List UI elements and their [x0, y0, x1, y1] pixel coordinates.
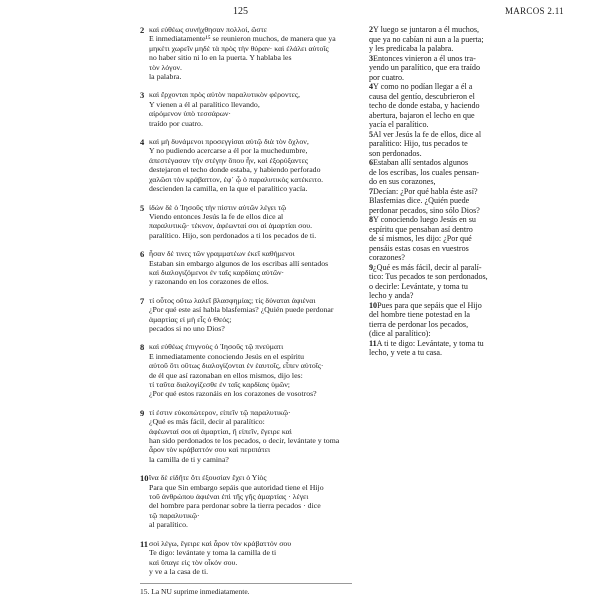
greek-line: καὶ εὐθέως ἐπιγνοὺς ὁ Ἰησοῦς τῷ πνεύματι — [149, 342, 284, 352]
interlinear-verse — [140, 342, 355, 398]
interlinear-verse — [140, 90, 355, 128]
translation-line: de los escribas, los cuales pensan- — [369, 167, 480, 177]
translation-line: por cuatro. — [369, 72, 405, 82]
spanish-gloss-line: Estaban sin embargo algunos de los escribas allí sentados — [149, 258, 329, 268]
spanish-gloss-line: Viendo entonces Jesús la fe de ellos dice al — [149, 211, 284, 221]
spanish-gloss-line: destejaron el techo donde estaba, y habiendo perforado — [149, 165, 321, 175]
spanish-gloss-line: de él que así razonaban en ellos mismos, dijo les: — [149, 370, 303, 380]
greek-line: τοῦ ἀνθρώπου ἀφιέναι ἐπὶ τῆς γῆς ἁμαρτίας · λέγει — [149, 492, 309, 502]
greek-line: ἰδὼν δὲ ὁ Ἰησοῦς τὴν πίστιν αὐτῶν λέγει τῷ — [149, 202, 287, 212]
spanish-gloss-line: ¿Por qué estos razonáis en los corazones de vosotros? — [149, 389, 317, 399]
translation-line: 7Decían: ¿Por qué habla éste así? — [369, 186, 478, 196]
verse-number: 6 — [140, 249, 145, 260]
book-reference: MARCOS 2.11 — [505, 6, 564, 16]
verse-number: 7 — [140, 295, 145, 306]
spanish-gloss-line: paralítico. Hijo, son perdonados a ti los pecados de ti. — [149, 230, 317, 240]
interlinear-verse — [140, 25, 355, 81]
greek-line: μηκέτι χωρεῖν μηδὲ τὰ πρὸς τὴν θύραν· καὶ ἐλάλει αὐτοῖς — [149, 43, 329, 53]
translation-line: 10Pues para que sepáis que el Hijo — [369, 300, 482, 310]
greek-line: ἁμαρτίας εἰ μὴ εἷς ὁ Θεός; — [149, 314, 232, 324]
verse-number: 4 — [140, 137, 145, 148]
translation-line: 4Y como no podían llegar a él a — [369, 82, 473, 91]
translation-line: (dice al paralítico): — [369, 329, 431, 338]
greek-line: ἀπεστέγασαν τὴν στέγην ὅπου ἦν, καὶ ἐξορύξαντες — [149, 155, 308, 165]
translation-line: de sí mismos, les dijo: ¿Por qué — [369, 234, 472, 243]
greek-line: παραλυτικῷ· τέκνον, ἀφέωνταί σοι αἱ ἁμαρτίαι σου. — [149, 221, 313, 231]
greek-line: ἦσαν δέ τινες τῶν γραμματέων ἐκεῖ καθήμενοι — [149, 249, 295, 259]
spanish-gloss-line: han sido perdonados te los pecados, o decir, levántate y toma — [149, 436, 340, 446]
translation-line: 6Estaban allí sentados algunos — [369, 158, 469, 167]
greek-line: τί οὗτος οὕτω λαλεῖ βλασφημίας; τίς δύναται ἀφιέναι — [149, 295, 316, 305]
interlinear-verse — [140, 249, 355, 287]
spanish-gloss-line: y ve a la casa de ti. — [149, 566, 209, 576]
translation-line: techo de donde estaba, y haciendo — [369, 101, 480, 110]
interlinear-verse — [140, 296, 355, 334]
greek-line: καὶ διαλογιζόμενοι ἐν ταῖς καρδίαις αὐτῶν· — [149, 267, 285, 277]
greek-line: ἆρον τὸν κράβαττόν σου καὶ περιπάτει — [149, 445, 271, 455]
greek-line: τί ταῦτα διαλογίζεσθε ἐν ταῖς καρδίαις ὑμῶν; — [149, 380, 290, 389]
translation-line: lecho, y vete a tu casa. — [369, 348, 443, 357]
spanish-gloss-line: traído por cuatro. — [149, 118, 203, 128]
translation-line: o decirle: Levántate, y toma tu — [369, 281, 468, 291]
translation-line: 11A ti te digo: Levántate, y toma tu — [369, 338, 484, 348]
interlinear-verse — [140, 137, 355, 193]
spanish-gloss-line: ¿Qué es más fácil, decir al paralítico: — [149, 417, 265, 427]
verse-number: 9 — [140, 407, 145, 418]
verse-number: 8 — [140, 342, 145, 353]
greek-line: καὶ εὐθέως συνήχθησαν πολλοί, ὥστε — [149, 25, 268, 34]
interlinear-column — [140, 25, 355, 585]
footnote: 15. La NU suprime inmediatamente. — [140, 587, 250, 596]
translation-line: 9¿Qué es más fácil, decir al paralí- — [369, 262, 482, 272]
translation-line: do en sus corazones, — [369, 177, 436, 186]
translation-line: 2Y luego se juntaron a él muchos, — [369, 25, 480, 34]
spanish-gloss-line: y razonando en los corazones de ellos. — [149, 277, 269, 287]
footnote-divider — [140, 583, 352, 584]
translation-line: abertura, bajaron el lecho en que — [369, 110, 475, 120]
spanish-gloss-line: la palabra. — [149, 72, 182, 82]
spanish-gloss-line: Y vienen a él al paralítico llevando, — [149, 99, 260, 109]
translation-line: y les predicaba la palabra. — [369, 44, 454, 53]
interlinear-verse — [140, 539, 355, 577]
greek-line: αἰρόμενον ὑπὸ τεσσάρων· — [149, 109, 232, 119]
translation-line: yendo un paralítico, que era traído — [369, 63, 481, 72]
translation-line: yacía el paralítico. — [369, 120, 429, 129]
translation-line: tico: Tus pecados te son perdonados, — [369, 272, 488, 281]
translation-line: lecho y anda? — [369, 291, 414, 300]
spanish-gloss-line: E inmediatamente conociendo Jesús en el espíritu — [149, 351, 305, 361]
spanish-gloss-line: Y no pudiendo acercarse a él por la muchedumbre, — [149, 146, 308, 156]
translation-line: espíritu que pensaban así dentro — [369, 224, 473, 234]
translation-line: corazones? — [369, 253, 405, 262]
translation-line: son perdonados. — [369, 148, 422, 158]
translation-line: tierra de perdonar los pecados, — [369, 319, 469, 329]
spanish-gloss-line: pecados si no uno Dios? — [149, 323, 225, 333]
verse-number: 5 — [140, 202, 145, 213]
page-number: 125 — [233, 6, 248, 17]
verse-number: 2 — [140, 25, 145, 35]
greek-line: σοὶ λέγω, ἔγειρε καὶ ἆρον τὸν κράβαττόν σου — [149, 538, 292, 548]
spanish-gloss-line: del hombre para perdonar sobre la tierra pecados · dice — [149, 501, 321, 511]
translation-line: causa del gentío, descubrieron el — [369, 91, 475, 101]
spanish-gloss-line: ¿Por qué este así habla blasfemias? ¿Quién puede perdonar — [149, 305, 334, 315]
greek-line: χαλῶσι τὸν κράβαττον, ἐφ᾽ ᾧ ὁ παραλυτικὸς κατέκειτο. — [149, 174, 324, 184]
translation-line: 8Y conociendo luego Jesús en su — [369, 215, 476, 224]
greek-line: τὸν λόγον. — [149, 62, 183, 72]
spanish-gloss-line: descienden la camilla, en la que el paralítico yacía. — [149, 184, 308, 194]
spanish-gloss-line: Para que Sin embargo sepáis que autoridad tiene el Hijo — [149, 482, 324, 492]
greek-line: καὶ ὕπαγε εἰς τὸν οἶκόν σου. — [149, 557, 238, 567]
greek-line: ἵνα δὲ εἰδῆτε ὅτι ἐξουσίαν ἔχει ὁ Υἱὸς — [149, 473, 267, 483]
translation-line: pensáis estas cosas en vuestros — [369, 243, 469, 253]
interlinear-verse — [140, 408, 355, 464]
translation-line: 5Al ver Jesús la fe de ellos, dice al — [369, 129, 482, 139]
verse-number: 10 — [140, 473, 149, 484]
spanish-gloss-line: al paralítico. — [149, 520, 188, 530]
spanish-gloss-line: la camilla de ti y camina? — [149, 454, 229, 464]
verse-number: 11 — [140, 538, 149, 549]
spanish-gloss-line: Te digo: levántate y toma la camilla de ti — [149, 548, 277, 558]
translation-line: del hombre tiene potestad en la — [369, 310, 470, 319]
translation-line: Blasfemias dice. ¿Quién puede — [369, 196, 470, 205]
translation-column — [369, 25, 527, 358]
verse-number: 3 — [140, 90, 145, 101]
translation-line: que ya no cabían ni aun a la puerta; — [369, 34, 484, 44]
translation-line: perdonar pecados, sino sólo Dios? — [369, 205, 480, 215]
greek-line: ἀφέωνταί σοι αἱ ἁμαρτίαι, ἢ εἰπεῖν, ἔγειρε καὶ — [149, 426, 292, 436]
interlinear-verse — [140, 473, 355, 529]
greek-line: τῷ παραλυτικῷ· — [149, 510, 200, 520]
spanish-gloss-line: E inmediatamente¹⁵ se reunieron muchos, de manera que ya — [149, 34, 336, 44]
greek-line: καὶ μὴ δυνάμενοι προσεγγίσαι αὐτῷ διὰ τὸν ὄχλον, — [149, 137, 309, 147]
interlinear-verse — [140, 203, 355, 241]
translation-line: paralítico: Hijo, tus pecados te — [369, 139, 468, 148]
greek-line: τί ἐστιν εὐκοπώτερον, εἰπεῖν τῷ παραλυτικῷ· — [149, 407, 291, 417]
greek-line: καὶ ἔρχονται πρὸς αὐτὸν παραλυτικὸν φέροντες, — [149, 90, 300, 100]
greek-line: αὐτοῦ ὅτι οὕτως διαλογίζονται ἐν ἑαυτοῖς, εἶπεν αὐτοῖς· — [149, 361, 324, 371]
spanish-gloss-line: no haber sitio ni lo en la puerta. Y hablaba les — [149, 53, 292, 63]
translation-line: 3Entonces vinieron a él unos tra- — [369, 53, 476, 63]
